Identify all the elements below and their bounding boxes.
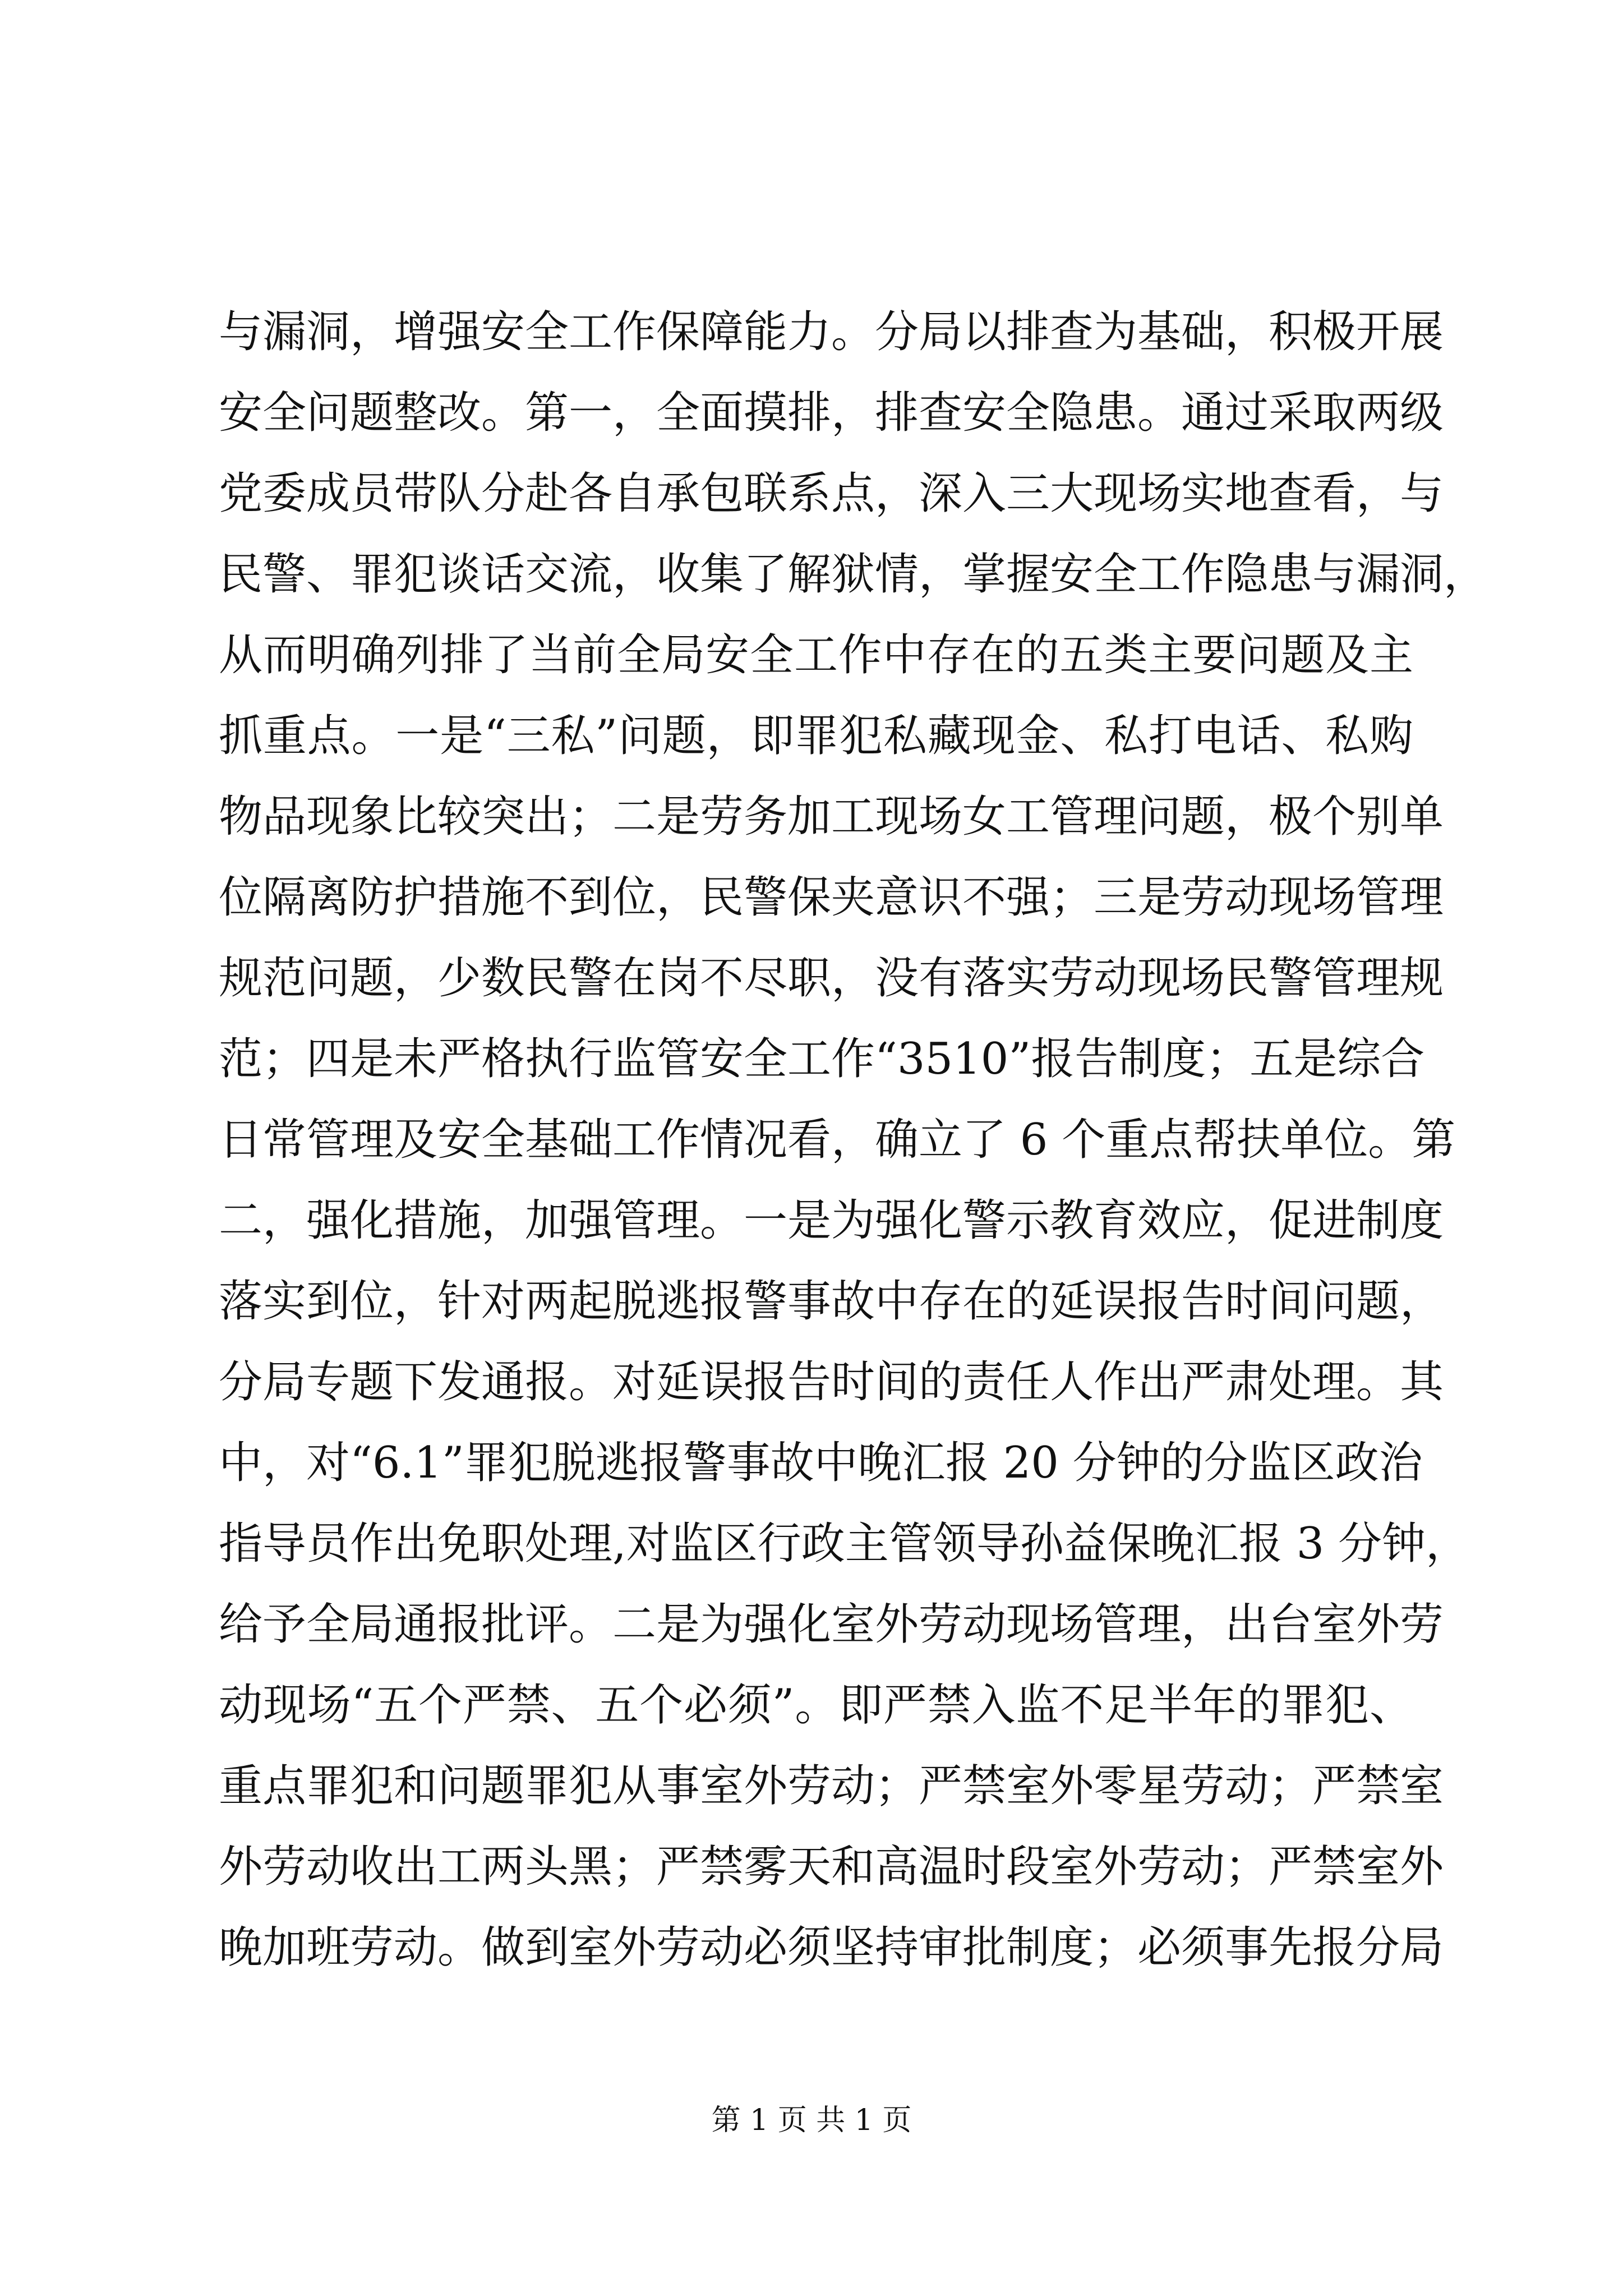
text-line: 二，强化措施，加强管理。一是为强化警示教育效应，促进制度 — [219, 1195, 1444, 1246]
text-line: 分局专题下发通报。对延误报告时间的责任人作出严肃处理。其 — [219, 1357, 1444, 1407]
text-line: 动现场“五个严禁、五个必须”。即严禁入监不足半年的罪犯、 — [219, 1680, 1413, 1731]
text-line: 落实到位，针对两起脱逃报警事故中存在的延误报告时间问题， — [219, 1276, 1444, 1327]
text-line: 晚加班劳动。做到室外劳动必须坚持审批制度；必须事先报分局 — [219, 1922, 1444, 1973]
text-line: 与漏洞，增强安全工作保障能力。分局以排查为基础，积极开展 — [219, 307, 1444, 357]
text-line: 物品现象比较突出；二是劳务加工现场女工管理问题，极个别单 — [219, 792, 1444, 842]
text-line: 指导员作出免职处理,对监区行政主管领导孙益保晚汇报 3 分钟， — [219, 1519, 1470, 1569]
text-line: 位隔离防护措施不到位，民警保夹意识不强；三是劳动现场管理 — [219, 872, 1444, 923]
text-line: 外劳动收出工两头黑；严禁雾天和高温时段室外劳动；严禁室外 — [219, 1842, 1444, 1892]
text-line: 范；四是未严格执行监管安全工作“3510”报告制度；五是综合 — [219, 1034, 1425, 1084]
text-line: 日常管理及安全基础工作情况看，确立了 6 个重点帮扶单位。第 — [219, 1115, 1456, 1165]
body-text — [219, 292, 1488, 1988]
text-line: 中，对“6.1”罪犯脱逃报警事故中晚汇报 20 分钟的分监区政治 — [219, 1438, 1423, 1488]
text-line: 抓重点。一是“三私”问题，即罪犯私藏现金、私打电话、私购 — [219, 711, 1413, 761]
text-line: 规范问题，少数民警在岗不尽职，没有落实劳动现场民警管理规 — [219, 953, 1444, 1004]
page-footer: 第 1 页 共 1 页 — [711, 2104, 912, 2137]
text-line: 重点罪犯和问题罪犯从事室外劳动；严禁室外零星劳动；严禁室 — [219, 1761, 1444, 1811]
text-line: 从而明确列排了当前全局安全工作中存在的五类主要问题及主 — [219, 630, 1413, 680]
text-line: 给予全局通报批评。二是为强化室外劳动现场管理，出台室外劳 — [219, 1599, 1444, 1650]
text-line: 民警、罪犯谈话交流，收集了解狱情，掌握安全工作隐患与漏洞， — [219, 549, 1488, 600]
text-line: 党委成员带队分赴各自承包联系点，深入三大现场实地查看，与 — [219, 468, 1444, 519]
text-line: 安全问题整改。第一，全面摸排，排查安全隐患。通过采取两级 — [219, 388, 1444, 438]
